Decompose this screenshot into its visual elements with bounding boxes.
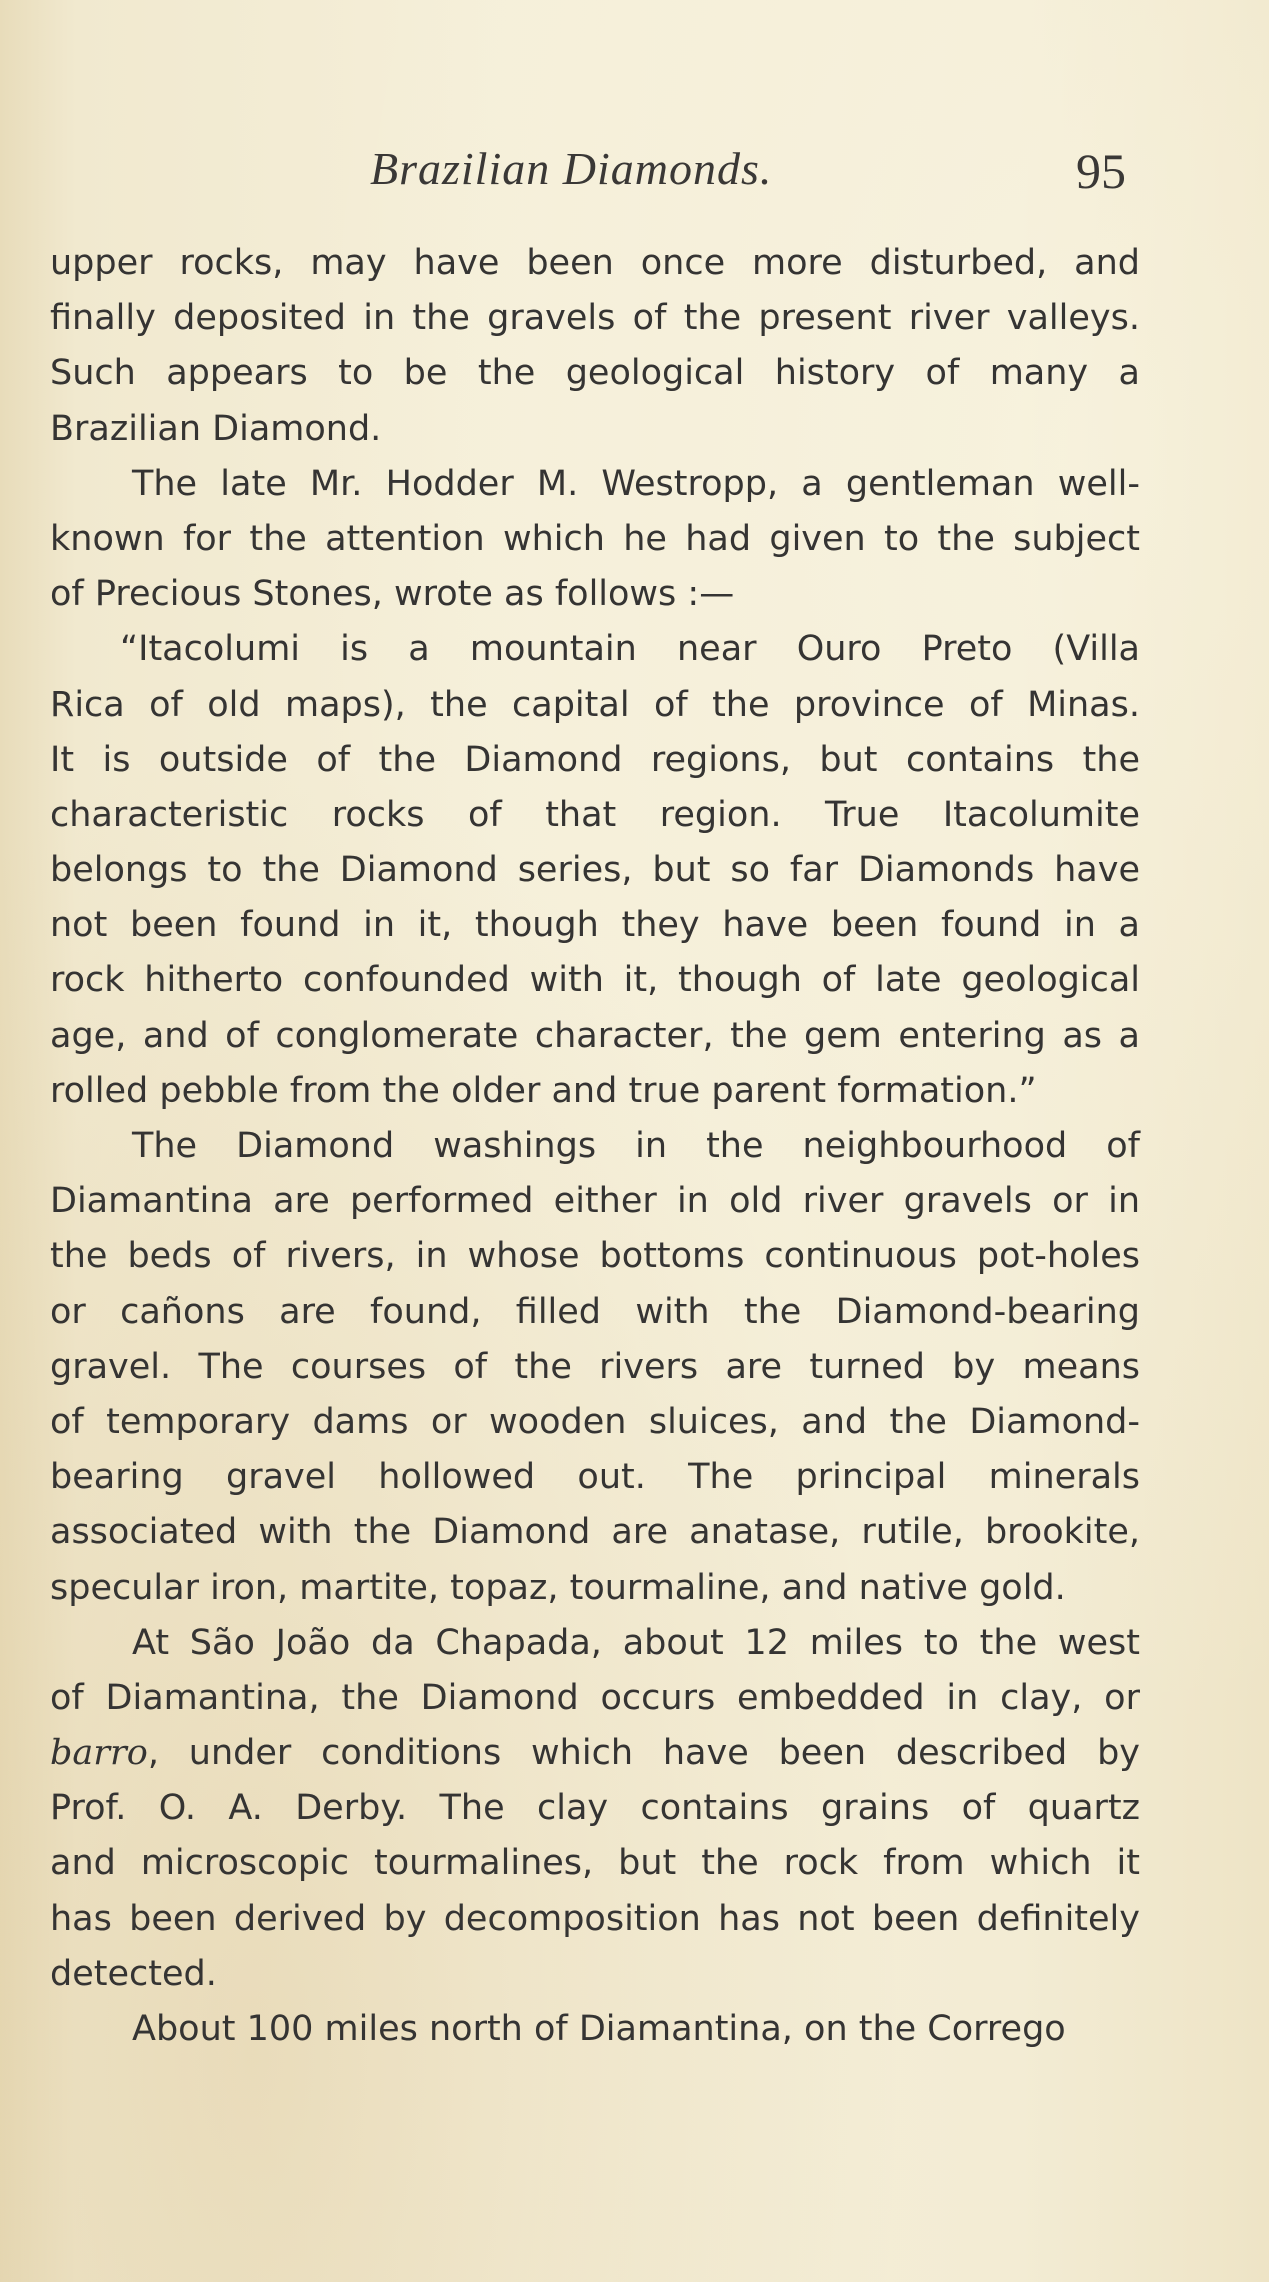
text-line: bearing gravel hollowed out. The principal minerals — [50, 1457, 1140, 1498]
text-line-with-italic — [50, 1726, 1140, 1781]
text-line: upper rocks, may have been once more disturbed, and — [50, 243, 1140, 283]
text-line: It is outside of the Diamond regions, but contains the — [50, 739, 1140, 780]
text-line: has been derived by decomposition has not been definitely — [50, 1898, 1140, 1939]
text-line: Prof. O. A. Derby. The clay contains grains of quartz — [50, 1788, 1140, 1829]
running-head-title: Brazilian Diamonds. — [370, 143, 773, 194]
text-line: rock hitherto confounded with it, though of late geological — [50, 960, 1140, 1001]
text-line: gravel. The courses of the rivers are turned by means — [50, 1346, 1140, 1387]
text-line: Diamantina are performed either in old river gravels or in — [50, 1181, 1140, 1222]
text-line: rolled pebble from the older and true parent formation.” — [50, 1070, 1037, 1111]
text-line: Rica of old maps), the capital of the province of Minas. — [50, 684, 1140, 725]
page-number: 95 — [1076, 143, 1126, 199]
running-head — [0, 132, 1269, 199]
text-line: and microscopic tourmalines, but the rock from which it — [50, 1843, 1140, 1884]
text-line: of temporary dams or wooden sluices, and the Diamond- — [50, 1401, 1140, 1442]
text-line: finally deposited in the gravels of the present river valleys. — [50, 298, 1140, 339]
text-line: the beds of rivers, in whose bottoms continuous pot-holes — [50, 1236, 1140, 1277]
text-line: or cañons are found, filled with the Diamond-bearing — [50, 1291, 1140, 1332]
italic-word: barro — [50, 1733, 148, 1774]
text-line: associated with the Diamond are anatase, rutile, brookite, — [50, 1512, 1140, 1553]
text-line: detected. — [50, 1953, 217, 1994]
text-line: The late Mr. Hodder M. Westropp, a gentleman well- — [132, 463, 1140, 504]
text-line: About 100 miles north of Diamantina, on the Corrego — [132, 2009, 1066, 2049]
text-line: of Diamantina, the Diamond occurs embedded in clay, or — [50, 1677, 1140, 1718]
text-line: specular iron, martite, topaz, tourmaline, and native gold. — [50, 1567, 1066, 1608]
text-line: age, and of conglomerate character, the gem entering as a — [50, 1015, 1140, 1056]
text-line: known for the attention which he had given to the subject — [50, 518, 1140, 559]
text-line: The Diamond washings in the neighbourhood of — [132, 1126, 1140, 1166]
text-line: belongs to the Diamond series, but so far Diamonds have — [50, 850, 1140, 891]
body-text — [50, 236, 1140, 2057]
text-line: “Itacolumi is a mountain near Ouro Preto (Villa — [120, 629, 1140, 670]
text-line: not been found in it, though they have been found in a — [50, 905, 1140, 946]
text-line: Such appears to be the geological history of many a — [50, 353, 1140, 394]
text-fragment: , under conditions which have been described by — [147, 1733, 1140, 1774]
text-line: of Precious Stones, wrote as follows :— — [50, 574, 735, 615]
text-line: Brazilian Diamond. — [50, 408, 382, 449]
text-line: characteristic rocks of that region. True Itacolumite — [50, 794, 1140, 835]
text-line: At São João da Chapada, about 12 miles to the west — [132, 1622, 1140, 1663]
